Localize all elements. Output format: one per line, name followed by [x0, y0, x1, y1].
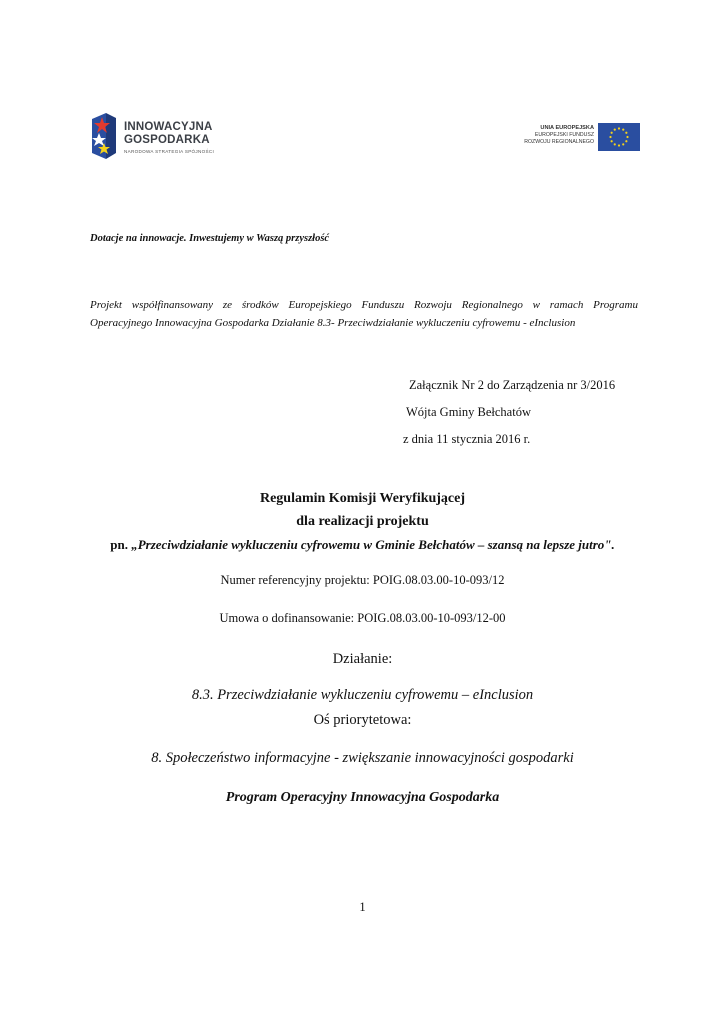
annex-line1: Załącznik Nr 2 do Zarządzenia nr 3/2016	[409, 378, 616, 392]
action-value: 8.3. Przeciwdziałanie wykluczeniu cyfrowemu – eInclusion	[191, 687, 534, 703]
logo-left-line1: INNOWACYJNA	[124, 121, 213, 133]
tagline: Dotacje na innowacje. Inwestujemy w Waszą przyszłość	[90, 233, 330, 244]
ig-star-icon	[90, 113, 120, 159]
eu-star-icon	[618, 127, 620, 129]
priority-axis-label: Oś priorytetowa:	[313, 712, 412, 728]
agreement-number: Umowa o dofinansowanie: POIG.08.03.00-10-093/12-00	[219, 611, 506, 625]
eu-flag-icon	[598, 123, 640, 151]
doc-title-line3	[0, 537, 725, 553]
annex-line3: z dnia 11 stycznia 2016 r.	[403, 432, 531, 446]
eu-star-icon	[614, 143, 616, 145]
eu-star-icon	[611, 140, 613, 142]
eu-star-icon	[609, 136, 611, 138]
logo-left-line2: GOSPODARKA	[124, 134, 210, 146]
eu-star-icon	[611, 132, 613, 134]
project-note-line1: Projekt współfinansowany ze środków Europejskiego Funduszu Rozwoju Regionalnego w ramach Programu	[90, 299, 638, 311]
logo-left-subtitle: NARODOWA STRATEGIA SPÓJNOŚCI	[124, 149, 215, 154]
eu-logo-line2: EUROPEJSKI FUNDUSZ	[534, 132, 594, 138]
program-name: Program Operacyjny Innowacyjna Gospodarka	[225, 790, 500, 805]
project-cofinancing-note	[90, 296, 638, 332]
doc-title-line2: dla realizacji projektu	[296, 514, 429, 529]
doc-title-prefix: pn.	[110, 537, 132, 552]
eu-star-icon	[622, 129, 624, 131]
eu-star-icon	[614, 129, 616, 131]
priority-axis-value: 8. Społeczeństwo informacyjne - zwiększanie innowacyjności gospodarki	[151, 750, 574, 766]
eu-logo-line1: UNIA EUROPEJSKA	[540, 125, 594, 131]
action-label: Działanie:	[332, 651, 393, 667]
eu-star-icon	[626, 136, 628, 138]
reference-number: Numer referencyjny projektu: POIG.08.03.00-10-093/12	[220, 573, 505, 587]
eu-star-icon	[618, 144, 620, 146]
eu-star-icon	[622, 143, 624, 145]
eu-star-icon	[625, 140, 627, 142]
eu-logo	[515, 123, 640, 151]
doc-title-line1: Regulamin Komisji Weryfikującej	[259, 491, 466, 506]
annex-line2: Wójta Gminy Bełchatów	[406, 405, 531, 419]
eu-logo-line3: ROZWOJU REGIONALNEGO	[524, 139, 594, 145]
innowacyjna-gospodarka-logo	[90, 113, 240, 159]
doc-title-project-name: „Przeciwdziałanie wykluczeniu cyfrowemu w Gminie Bełchatów – szansą na lepsze jutro".	[131, 537, 615, 552]
eu-star-icon	[625, 132, 627, 134]
project-note-line2: Operacyjnego Innowacyjna Gospodarka Działanie 8.3- Przeciwdziałanie wykluczeniu cyfrowemu - eInclusion	[90, 317, 576, 329]
page-number: 1	[359, 900, 366, 914]
